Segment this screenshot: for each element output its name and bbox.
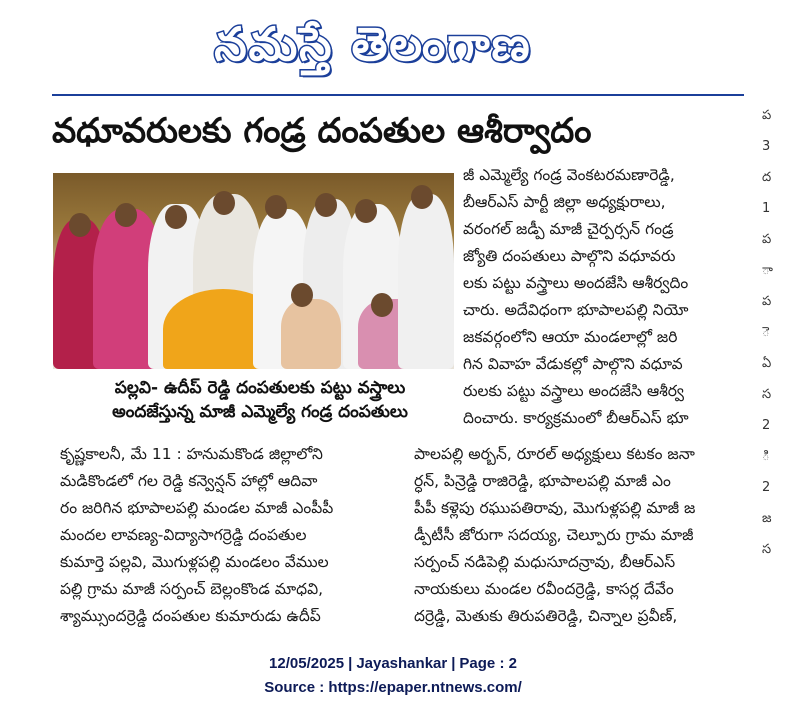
article-column-left: [60, 441, 408, 630]
text-line: శ్యామ్సుందర్రెడ్డి దంపతుల కుమారుడు ఉదీప్: [60, 607, 321, 625]
text-line: జకవర్గంలోని ఆయా మండలాల్లో జరి: [463, 328, 678, 346]
footer-source: Source : https://epaper.ntnews.com/: [264, 679, 522, 696]
caption-line: పల్లవి- ఉదీప్ రెడ్డి దంపతులకు పట్టు వస్త్రాలు: [114, 378, 406, 398]
text-line: పాలపల్లి అర్బన్, రూరల్ అధ్యక్షులు కటకం జనా: [414, 445, 695, 463]
strip-glyph: ప: [762, 232, 772, 247]
caption-line: అందజేస్తున్న మాజీ ఎమ్మెల్యే గండ్ర దంపతులు: [112, 402, 408, 422]
text-line: డ్పీటీసీ జోరుగా సదయ్య, చెల్పూరు గ్రామ మాజీ: [414, 526, 694, 544]
text-line: పల్లి గ్రామ మాజీ సర్పంచ్ బెల్లంకొండ మాధవి,: [60, 580, 324, 598]
text-line: రులకు పట్టు వస్త్రాలు అందజేసి ఆశీర్వ: [463, 382, 685, 400]
text-line: దర్రెడ్డి, మెతుకు తిరుపతిరెడ్డి, చిన్నాల ప్రవీణ్,: [414, 607, 678, 625]
strip-glyph: స: [762, 542, 772, 557]
photo-caption: [80, 376, 440, 424]
text-line: కృష్ణకాలనీ, మే 11 : హనుమకొండ జిల్లాలోని: [60, 445, 323, 463]
text-line: చారు. అదేవిధంగా భూపాలపల్లి నియో: [463, 301, 689, 319]
footer-page: Page : 2: [459, 655, 517, 672]
strip-glyph: ి: [762, 449, 770, 464]
strip-glyph: ె: [762, 325, 770, 340]
epaper-footer: [0, 652, 786, 700]
strip-glyph: ఏ: [762, 356, 772, 371]
text-line: సర్పంచ్ నడిపెల్లి మధుసూదన్రావు, బీఆర్ఎస్: [414, 553, 676, 571]
article-headline: వధూవరులకు గండ్ర దంపతుల ఆశీర్వాదం: [52, 111, 592, 151]
text-line: రం జరిగిన భూపాలపల్లి మండల మాజీ ఎంపీపీ: [60, 499, 334, 517]
text-line: బీఆర్ఎస్ పార్టీ జిల్లా అధ్యక్షురాలు,: [463, 193, 666, 211]
strip-glyph: 1: [762, 201, 771, 216]
wedding-photo: [53, 173, 454, 369]
footer-edition: Jayashankar: [356, 655, 448, 672]
text-line: మందల లావణ్య-విద్యాసాగర్రెడ్డి దంపతుల: [60, 526, 307, 544]
article-column-right: [463, 162, 746, 432]
footer-date: 12/05/2025: [269, 655, 345, 672]
strip-glyph: ప: [762, 108, 772, 123]
header-divider: [52, 94, 744, 96]
text-line: గిన వివాహ వేడుకల్లో పాల్గొని వధూవ: [463, 355, 683, 373]
strip-glyph: ప: [762, 294, 772, 309]
strip-glyph: స: [762, 387, 772, 402]
text-line: దించారు. కార్యక్రమంలో బీఆర్ఎస్ భూ: [463, 409, 689, 427]
strip-glyph: 3: [762, 139, 771, 154]
text-line: జ్యోతి దంపతులు పాల్గొని వధూవరు: [463, 247, 676, 265]
strip-glyph: 2: [762, 480, 771, 495]
text-line: పీపీ కళ్లెపు రఘుపతిరావు, మొగుళ్లపల్లి మాజీ జ: [414, 499, 696, 517]
strip-glyph: ా: [762, 263, 773, 278]
text-line: నాయకులు మండల రవీందర్రెడ్డి, కాసర్ల దేవేం: [414, 580, 674, 598]
text-line: లకు పట్టు వస్త్రాలు అందజేసి ఆశీర్వదిం: [463, 274, 689, 292]
strip-glyph: ద: [762, 170, 772, 185]
masthead: [0, 6, 786, 86]
masthead-logo: నమస్తే తెలంగాణ: [214, 17, 532, 71]
text-line: కుమార్తె పల్లవి, మొగుళ్లపల్లి మండలం వేముల: [60, 553, 329, 571]
footer-meta: 12/05/2025 | Jayashankar | Page : 2: [269, 655, 517, 672]
text-line: ర్ధన్, పిన్రెడ్డి రాజిరెడ్డి, భూపాలపల్లి మాజీ ఎం: [414, 472, 671, 490]
strip-glyph: 2: [762, 418, 771, 433]
article-column-bottom: [414, 441, 746, 630]
strip-glyph: జ: [762, 511, 772, 526]
text-line: జీ ఎమ్మెల్యే గండ్ర వెంకటరమణారెడ్డి,: [463, 166, 675, 184]
adjacent-article-strip: [762, 100, 786, 640]
text-line: వరంగల్ జడ్పీ మాజీ చైర్పర్సన్ గండ్ర: [463, 220, 674, 238]
text-line: మడికొండలో గల రెడ్డి కన్వెన్షన్ హాల్లో ఆదివా: [60, 472, 318, 490]
